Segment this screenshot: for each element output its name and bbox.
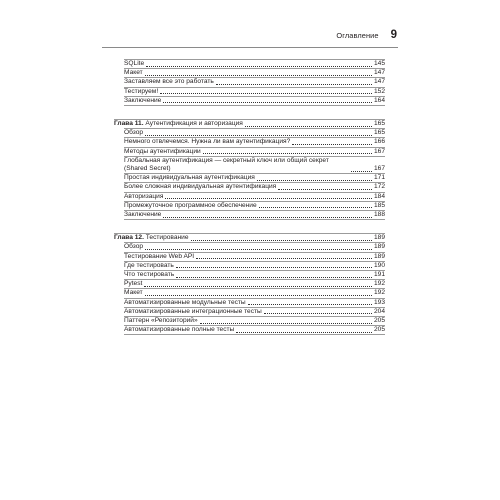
toc-entry-page: 147 (373, 78, 385, 86)
toc-leader-dots (191, 240, 372, 241)
toc-chapter-11[interactable] (114, 120, 385, 128)
toc-entry[interactable] (114, 148, 385, 156)
toc-entry-title: Авторизация (124, 192, 164, 200)
toc-leader-dots (236, 332, 372, 333)
toc-entry-page: 205 (373, 317, 385, 325)
header-rule (102, 47, 398, 48)
toc-entry[interactable] (114, 138, 385, 146)
toc-entry-page: 165 (373, 129, 385, 137)
toc-entry[interactable] (114, 174, 385, 182)
toc-leader-dots (278, 189, 372, 190)
toc-entry-title: Обзор (124, 243, 144, 251)
toc-leader-dots (257, 180, 372, 181)
toc-entry-page: 184 (373, 192, 385, 200)
toc-leader-dots (292, 144, 372, 145)
toc-entry-page: 189 (373, 252, 385, 260)
toc-entry-title: Автоматизированные полные тесты (124, 326, 235, 334)
toc-entry-title: Заключение (124, 211, 162, 219)
running-head-title: Оглавление (336, 31, 379, 40)
toc-entry[interactable] (114, 60, 385, 68)
toc-leader-dots (163, 217, 372, 218)
toc-leader-dots (145, 75, 372, 76)
toc-entry-title: Заключение (124, 96, 162, 104)
toc-entry[interactable] (114, 193, 385, 201)
toc-entry-title: Методы аутентификации (124, 147, 201, 155)
chapter-name: Аутентификация и авторизация (145, 120, 243, 128)
toc-entry-title: Паттерн «Репозиторий» (124, 317, 198, 325)
toc-leader-dots (216, 84, 372, 85)
toc-leader-dots (245, 126, 372, 127)
toc-entry-page: 147 (373, 69, 385, 77)
toc-leader-dots (176, 267, 372, 268)
toc-entry[interactable] (114, 271, 385, 279)
chapter-label: Глава 12. (114, 234, 144, 242)
running-head (336, 29, 397, 43)
toc-entry-page: 188 (373, 211, 385, 219)
toc-leader-dots (160, 93, 372, 94)
toc-leader-dots (163, 102, 372, 103)
toc-entry-title: Макет (124, 69, 143, 77)
page-number: 9 (390, 29, 397, 41)
toc-entry-title: Обзор (124, 129, 144, 137)
toc-entry[interactable] (114, 183, 385, 191)
toc-leader-dots (196, 258, 372, 259)
toc-entry-page: 205 (373, 326, 385, 334)
toc-entry-page: 152 (373, 87, 385, 95)
toc-entry-title: Заставляем все это работать (124, 78, 214, 86)
toc-entry-page: 167 (373, 147, 385, 155)
toc-entry-title: Промежуточное программное обеспечение (124, 201, 257, 209)
toc-entry-title: Автоматизированные интеграционные тесты (124, 307, 262, 315)
toc-entry-title: Автоматизированные модульные тесты (124, 298, 246, 306)
toc-entry[interactable] (114, 129, 385, 137)
toc-entry[interactable] (114, 317, 385, 325)
toc-leader-dots (203, 153, 372, 154)
chapter-label: Глава 11. (114, 120, 144, 128)
toc-entry-page: 167 (373, 165, 385, 173)
toc-entry-page: 164 (373, 96, 385, 104)
toc-entry-title: Глобальная аутентификация — секретный ключ или общий секрет (Shared Secret) (124, 156, 329, 173)
toc-entry[interactable] (114, 202, 385, 210)
toc-entry[interactable] (114, 280, 385, 288)
toc-chapter-12[interactable] (114, 234, 385, 242)
toc-leader-dots (146, 66, 372, 67)
toc-entry-page: 185 (373, 201, 385, 209)
toc-entry-page: 166 (373, 138, 385, 146)
toc-chapter-title (114, 120, 243, 128)
toc-entry-page: 165 (373, 120, 385, 128)
toc-entry-title: Что тестировать (124, 271, 175, 279)
table-of-contents (114, 59, 385, 335)
toc-entry[interactable] (114, 211, 385, 219)
toc-leader-dots (145, 249, 372, 250)
chapter-name: Тестирование (145, 234, 189, 242)
toc-entry[interactable] (114, 78, 385, 86)
toc-entry-page: 190 (373, 261, 385, 269)
toc-leader-dots (145, 295, 372, 296)
toc-entry-page: 172 (373, 183, 385, 191)
toc-entry-page: 192 (373, 280, 385, 288)
toc-entry-title: Pytest (124, 280, 143, 288)
toc-entry[interactable] (114, 88, 385, 96)
toc-leader-dots (144, 286, 372, 287)
toc-leader-dots (351, 171, 372, 172)
toc-entry-title: SQLite (124, 60, 145, 67)
toc-leader-dots (176, 277, 372, 278)
toc-entry-page: 189 (373, 234, 385, 242)
toc-entry[interactable] (114, 299, 385, 307)
toc-leader-dots (200, 323, 372, 324)
toc-leader-dots (165, 198, 372, 199)
toc-entry-title: Тестирование Web API (124, 252, 195, 260)
toc-entry-page: 192 (373, 289, 385, 297)
toc-entry-page: 145 (373, 60, 385, 67)
toc-entry[interactable] (114, 326, 385, 334)
toc-entry[interactable] (114, 157, 385, 173)
toc-leader-dots (248, 304, 372, 305)
toc-rule (124, 334, 385, 335)
toc-entry-title: Более сложная индивидуальная аутентификация (124, 183, 277, 191)
toc-leader-dots (259, 207, 372, 208)
toc-entry[interactable] (114, 243, 385, 251)
toc-entry-page: 191 (373, 271, 385, 279)
toc-entry-page: 204 (373, 307, 385, 315)
toc-leader-dots (264, 313, 372, 314)
toc-entry-title: Немного отвлечемся. Нужна ли вам аутентификация? (124, 138, 291, 146)
toc-entry-page: 189 (373, 243, 385, 251)
toc-entry[interactable] (114, 289, 385, 297)
toc-entry-page: 193 (373, 298, 385, 306)
toc-leader-dots (145, 135, 372, 136)
toc-entry[interactable] (114, 69, 385, 77)
toc-chapter-title (114, 234, 189, 242)
toc-entry[interactable] (114, 253, 385, 261)
toc-entry[interactable] (114, 308, 385, 316)
toc-entry[interactable] (114, 262, 385, 270)
toc-entry[interactable] (114, 97, 385, 105)
toc-entry-title: Тестируем! (124, 87, 159, 95)
toc-entry-title: Где тестировать (124, 261, 174, 269)
toc-entry-title: Макет (124, 289, 143, 297)
toc-entry-page: 171 (373, 174, 385, 182)
toc-entry-title: Простая индивидуальная аутентификация (124, 174, 255, 182)
